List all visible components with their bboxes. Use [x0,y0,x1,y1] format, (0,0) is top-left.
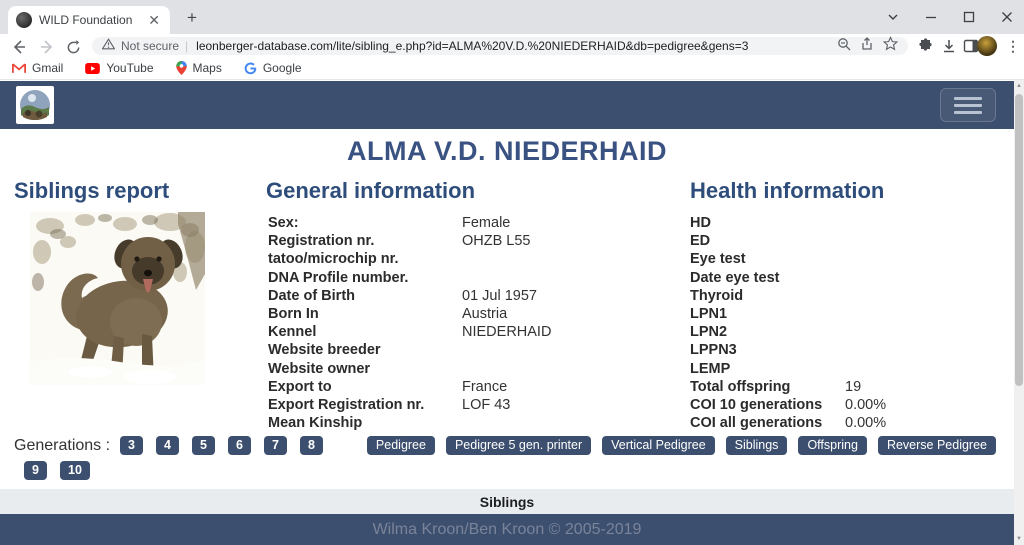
site-header [0,81,1014,129]
generation-button-8[interactable]: 8 [300,436,323,455]
general-info-row [268,287,668,305]
general-info-label: Sex: [268,215,299,231]
download-icon[interactable] [940,37,958,55]
general-info-label: Website owner [268,360,371,377]
bookmark-star-icon[interactable] [883,36,898,56]
close-window-button[interactable] [1000,10,1014,24]
health-info-label: Thyroid [690,287,744,304]
google-icon [244,62,257,75]
url-divider: | [185,39,189,53]
general-info-value: France [462,378,508,395]
health-info-row [690,341,990,359]
general-info-label: tatoo/microchip nr. [268,251,399,268]
bookmarks-bar [0,57,1024,80]
health-info-value: 0.00% [845,415,887,432]
page-scrollbar[interactable] [1014,80,1024,545]
site-logo[interactable] [16,86,54,124]
generation-button-3[interactable]: 3 [120,436,143,455]
health-info-label: Date eye test [690,269,780,286]
generation-button-4[interactable]: 4 [156,436,179,455]
generation-buttons-row1 [120,436,323,455]
tab-title: WILD Foundation [39,13,133,27]
scrollbar-down-arrow[interactable]: ▼ [1016,536,1022,542]
health-info-row [690,214,990,232]
general-info-value: OHZB L55 [462,233,531,250]
health-info-label: Eye test [690,251,746,268]
health-info-row [690,414,990,432]
health-info-row [690,250,990,268]
general-info-label: Export to [268,378,332,395]
general-info-row [268,360,668,378]
bookmark-google[interactable]: Google [244,61,302,75]
health-info-label: COI all generations [690,415,823,432]
maximize-button[interactable] [962,10,976,24]
menu-hamburger-button[interactable] [940,88,996,122]
general-info-label: Born In [268,306,319,323]
hamburger-bar [954,111,982,114]
siblings-button[interactable]: Siblings [726,436,788,455]
general-info-label: Export Registration nr. [268,397,425,414]
tab-close-icon[interactable]: ✕ [148,11,160,28]
vertical-pedigree-button[interactable]: Vertical Pedigree [602,436,715,455]
maps-icon [176,61,187,75]
report-action-buttons [367,436,996,455]
general-info-label: Mean Kinship [268,415,363,432]
health-info-label: COI 10 generations [690,397,823,414]
health-info-value: 0.00% [845,397,887,414]
health-info-label: Total offspring [690,378,791,395]
generation-button-9[interactable]: 9 [24,461,47,480]
generation-buttons-row2 [24,461,90,480]
dog-photo [30,212,205,385]
health-info-label: LPN2 [690,324,728,341]
tab-search-chevron-icon[interactable] [886,10,900,24]
siblings-section-header: Siblings [0,489,1014,514]
tab-favicon-icon [16,12,32,28]
site-logo-image [19,89,51,121]
general-info-value: 01 Jul 1957 [462,287,537,304]
general-info-row [268,323,668,341]
site-footer: Wilma Kroon/Ben Kroon © 2005-2019 [0,514,1014,545]
omnibox-icons [837,36,898,56]
general-info-value: LOF 43 [462,397,511,414]
health-info-value: 19 [845,378,862,395]
generations-label: Generations : [14,437,111,454]
profile-avatar[interactable] [977,36,997,56]
browser-tab[interactable] [8,6,170,34]
gmail-icon [12,63,26,74]
health-info-label: ED [690,233,711,250]
pedigree-5-gen-printer-button[interactable]: Pedigree 5 gen. printer [446,436,591,455]
browser-menu-icon[interactable]: ⋮ [1006,38,1020,54]
health-info-row [690,287,990,305]
general-info-row [268,378,668,396]
share-icon[interactable] [860,37,874,56]
general-information-heading: General information [266,178,476,203]
pedigree-button[interactable]: Pedigree [367,436,435,455]
bookmark-youtube[interactable]: YouTube [85,61,153,75]
general-info-row [268,269,668,287]
reverse-pedigree-button[interactable]: Reverse Pedigree [878,436,996,455]
health-info-row [690,305,990,323]
generation-button-6[interactable]: 6 [228,436,251,455]
youtube-icon [85,63,100,74]
reload-icon[interactable] [64,38,82,56]
generation-button-5[interactable]: 5 [192,436,215,455]
extensions-puzzle-icon[interactable] [917,37,935,55]
tab-strip [0,0,1024,34]
page-title: ALMA V.D. NIEDERHAID [346,136,668,166]
general-information-table [268,214,668,432]
general-info-value: NIEDERHAID [462,324,552,341]
health-info-label: LEMP [690,360,731,377]
general-info-row [268,414,668,432]
new-tab-button[interactable]: + [187,8,197,27]
general-info-value: Austria [462,306,508,323]
health-info-label: LPN1 [690,306,728,323]
general-info-label: Website breeder [268,342,381,359]
general-info-row [268,305,668,323]
health-info-row [690,269,990,287]
general-info-row [268,341,668,359]
back-icon[interactable] [10,38,28,56]
health-info-label: HD [690,215,711,231]
minimize-button[interactable] [924,10,938,24]
scrollbar-thumb[interactable] [1015,94,1023,386]
health-info-label: LPPN3 [690,342,737,359]
health-info-row [690,360,990,378]
health-info-row [690,232,990,250]
general-info-label: Date of Birth [268,287,355,304]
bookmark-maps[interactable]: Maps [176,61,222,75]
forward-icon[interactable] [38,38,56,56]
general-info-row [268,250,668,268]
general-info-label: DNA Profile number. [268,269,409,286]
generation-button-7[interactable]: 7 [264,436,287,455]
general-info-label: Registration nr. [268,233,375,250]
zoom-page-icon[interactable] [837,37,851,56]
health-info-row [690,396,990,414]
health-info-row [690,323,990,341]
not-secure-warning-icon [102,37,115,55]
siblings-report-heading: Siblings report [14,178,170,203]
general-info-row [268,232,668,250]
general-info-row [268,396,668,414]
hamburger-bar [954,104,982,107]
window-controls [886,0,1014,34]
general-info-label: Kennel [268,324,317,341]
bookmark-gmail[interactable]: Gmail [12,61,63,75]
offspring-button[interactable]: Offspring [798,436,867,455]
generation-button-10[interactable]: 10 [60,461,90,480]
security-label: Not secure [121,39,180,53]
health-info-row [690,378,990,396]
general-info-row [268,214,668,232]
hamburger-bar [954,97,982,100]
scrollbar-up-arrow[interactable]: ▲ [1016,83,1022,89]
health-information-table [690,214,990,432]
url-bar[interactable] [92,37,908,55]
health-information-heading: Health information [690,178,885,203]
general-info-value: Female [462,215,511,231]
url-text: leonberger-database.com/lite/sibling_e.php?id=ALMA%20V.D.%20NIEDERHAID&db=pedigree&gens=3 [196,39,749,53]
